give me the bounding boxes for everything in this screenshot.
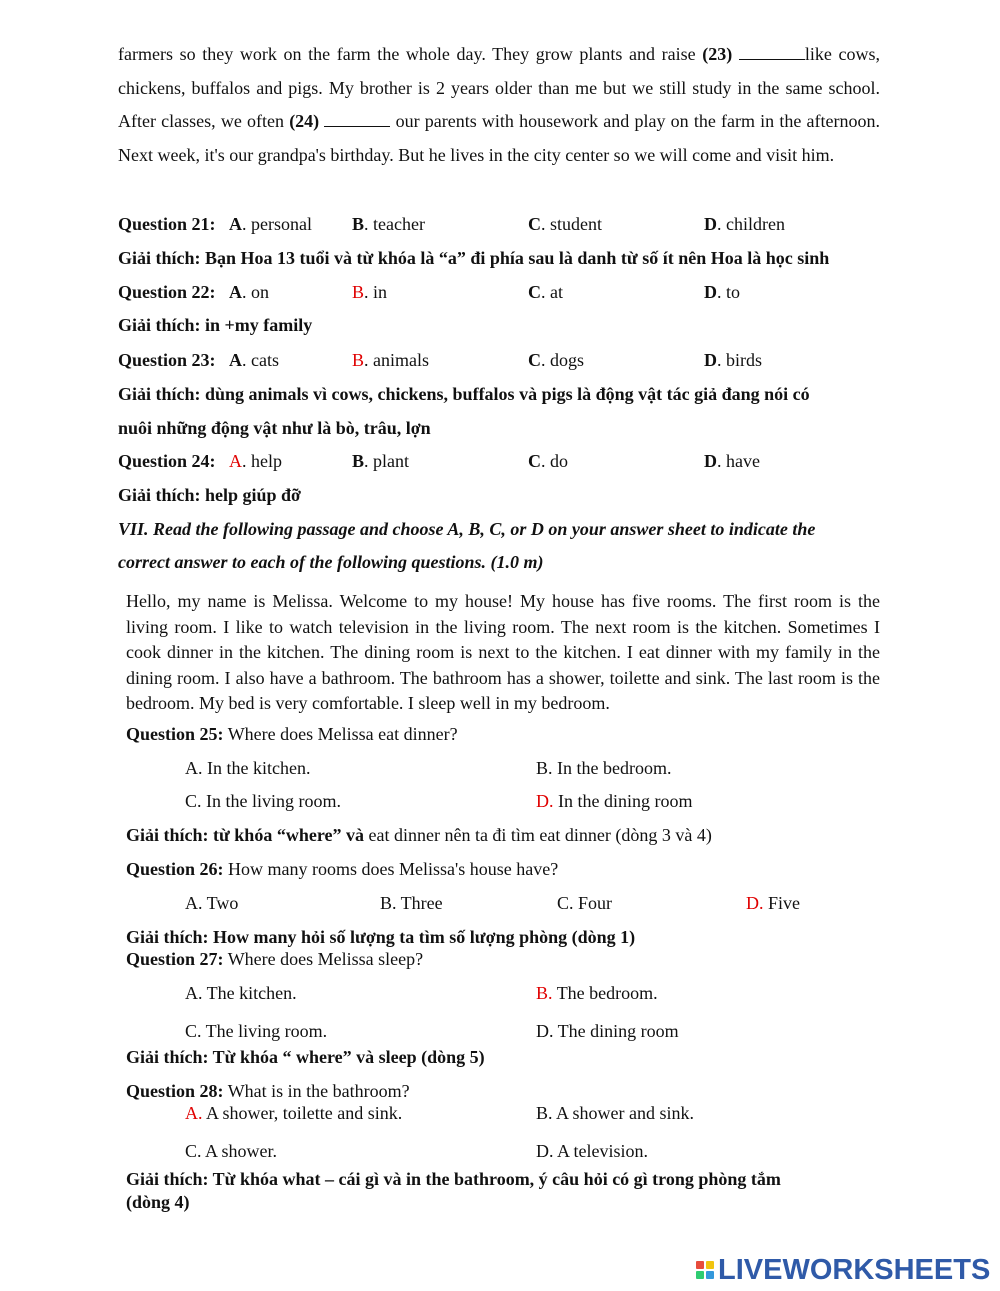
option-c[interactable]: C. at — [528, 282, 563, 302]
option-c[interactable]: C. dogs — [528, 350, 585, 370]
question-28 — [126, 1081, 410, 1102]
q25-option-d-correct[interactable]: D. In the dining room — [536, 791, 693, 811]
q26-option-d-correct[interactable]: D. Five — [746, 893, 801, 913]
explanation-24: Giải thích: help giúp đỡ — [118, 485, 302, 505]
section-7-heading-line2: correct answer to each of the following questions. (1.0 m) — [118, 552, 544, 572]
option-c[interactable]: C. do — [528, 451, 568, 471]
explanation-28-line1: Giải thích: Từ khóa what – cái gì và in the bathroom, ý câu hỏi có gì trong phòng tắm — [126, 1169, 781, 1189]
explanation-21: Giải thích: Bạn Hoa 13 tuổi và từ khóa là “a” đi phía sau là danh từ số ít nên Hoa là học sinh — [118, 248, 830, 268]
q26-option-c[interactable]: C. Four — [557, 893, 613, 913]
passage-intro-line2a: cows, chickens, buffalos and pigs. My brother is 2 years older than me but we still study in the same school. After classes, we often — [118, 44, 881, 132]
question-label: Question 21: — [118, 214, 216, 234]
option-a[interactable]: A. cats — [229, 350, 279, 370]
logo-text: LIVEWORKSHEETS — [718, 1253, 991, 1286]
q27-option-b-correct[interactable]: B. The bedroom. — [536, 983, 658, 1003]
explanation-26: Giải thích: How many hỏi số lượng ta tìm số lượng phòng (dòng 1) — [126, 927, 636, 947]
option-b[interactable]: B. teacher — [352, 214, 425, 234]
q27-option-a[interactable]: A. The kitchen. — [185, 983, 297, 1003]
blank-23[interactable] — [739, 45, 805, 60]
explanation-27: Giải thích: Từ khóa “ where” và sleep (dòng 5) — [126, 1047, 485, 1067]
option-a[interactable]: A. on — [229, 282, 269, 302]
option-d[interactable]: D. birds — [704, 350, 762, 370]
option-c[interactable]: C. student — [528, 214, 602, 234]
option-b[interactable]: B. plant — [352, 451, 410, 471]
q28-option-c[interactable]: C. A shower. — [185, 1141, 278, 1161]
q26-option-a[interactable]: A. Two — [185, 893, 239, 913]
question-label: Question 28: — [126, 1081, 224, 1101]
question-label: Question 23: — [118, 350, 216, 370]
option-a[interactable]: A. personal — [229, 214, 312, 234]
explanation-23-line2: nuôi những động vật như là bò, trâu, lợn — [118, 418, 431, 438]
liveworksheets-logo[interactable] — [696, 1253, 990, 1287]
option-b-correct[interactable]: B. in — [352, 282, 388, 302]
passage-intro-line2b: our parents with housework and play on the farm in the afternoon. Next week, it's our grandpa's birthday. But he lives in the city center so we will come and visit him. — [118, 111, 880, 165]
question-text: Where does Melissa sleep? — [223, 949, 424, 969]
q26-option-b[interactable]: B. Three — [380, 893, 443, 913]
question-label: Question 22: — [118, 282, 216, 302]
reading-passage: Hello, my name is Melissa. Welcome to my house! My house has five rooms. The first room is the living room. I like to watch television in the living room. The next room is the kitchen. Sometimes I cook dinner in the kitchen. The dining room is next to the kitchen. I eat dinner with my family in the dining room. I also have a bathroom. The bathroom has a shower, toilette and sink. The last room is the bedroom. My bed is very comfortable. I sleep well in my bedroom. — [126, 591, 880, 713]
q27-option-c[interactable]: C. The living room. — [185, 1021, 328, 1041]
option-b-correct[interactable]: B. animals — [352, 350, 430, 370]
q25-option-b[interactable]: B. In the bedroom. — [536, 758, 672, 778]
question-label: Question 24: — [118, 451, 216, 471]
q28-option-a-correct[interactable]: A. A shower, toilette and sink. — [185, 1103, 403, 1123]
question-text: How many rooms does Melissa's house have? — [223, 859, 559, 879]
question-25 — [126, 724, 458, 745]
blank-number-23: (23) — [702, 44, 733, 64]
passage-intro — [118, 38, 880, 172]
explanation-28-line2: (dòng 4) — [126, 1192, 190, 1212]
q25-option-c[interactable]: C. In the living room. — [185, 791, 341, 811]
passage-intro-line1b: like — [804, 44, 832, 64]
question-label: Question 27: — [126, 949, 224, 969]
q27-option-d[interactable]: D. The dining room — [536, 1021, 679, 1041]
explanation-25: Giải thích: từ khóa “where” và eat dinner nên ta đi tìm eat dinner (dòng 3 và 4) — [126, 825, 712, 845]
question-27 — [126, 949, 423, 970]
question-text: What is in the bathroom? — [223, 1081, 410, 1101]
option-d[interactable]: D. to — [704, 282, 741, 302]
passage-intro-line1a: farmers so they work on the farm the whole day. They grow plants and raise — [118, 44, 703, 64]
option-d[interactable]: D. children — [704, 214, 785, 234]
q28-option-d[interactable]: D. A television. — [536, 1141, 648, 1161]
option-a-correct[interactable]: A. help — [229, 451, 282, 471]
blank-number-24: (24) — [289, 111, 320, 132]
question-label: Question 25: — [126, 724, 224, 744]
q28-option-b[interactable]: B. A shower and sink. — [536, 1103, 695, 1123]
question-text: Where does Melissa eat dinner? — [223, 724, 458, 744]
question-label: Question 26: — [126, 859, 224, 879]
explanation-22: Giải thích: in +my family — [118, 315, 313, 335]
q25-option-a[interactable]: A. In the kitchen. — [185, 758, 311, 778]
blank-24[interactable] — [324, 112, 390, 127]
option-d[interactable]: D. have — [704, 451, 760, 471]
explanation-23-line1: Giải thích: dùng animals vì cows, chickens, buffalos và pigs là động vật tác giả đang nói có — [118, 384, 810, 404]
logo-blocks-icon — [696, 1261, 714, 1279]
question-26 — [126, 859, 558, 880]
section-7-heading-line1: VII. Read the following passage and choose A, B, C, or D on your answer sheet to indicate the — [118, 519, 816, 539]
